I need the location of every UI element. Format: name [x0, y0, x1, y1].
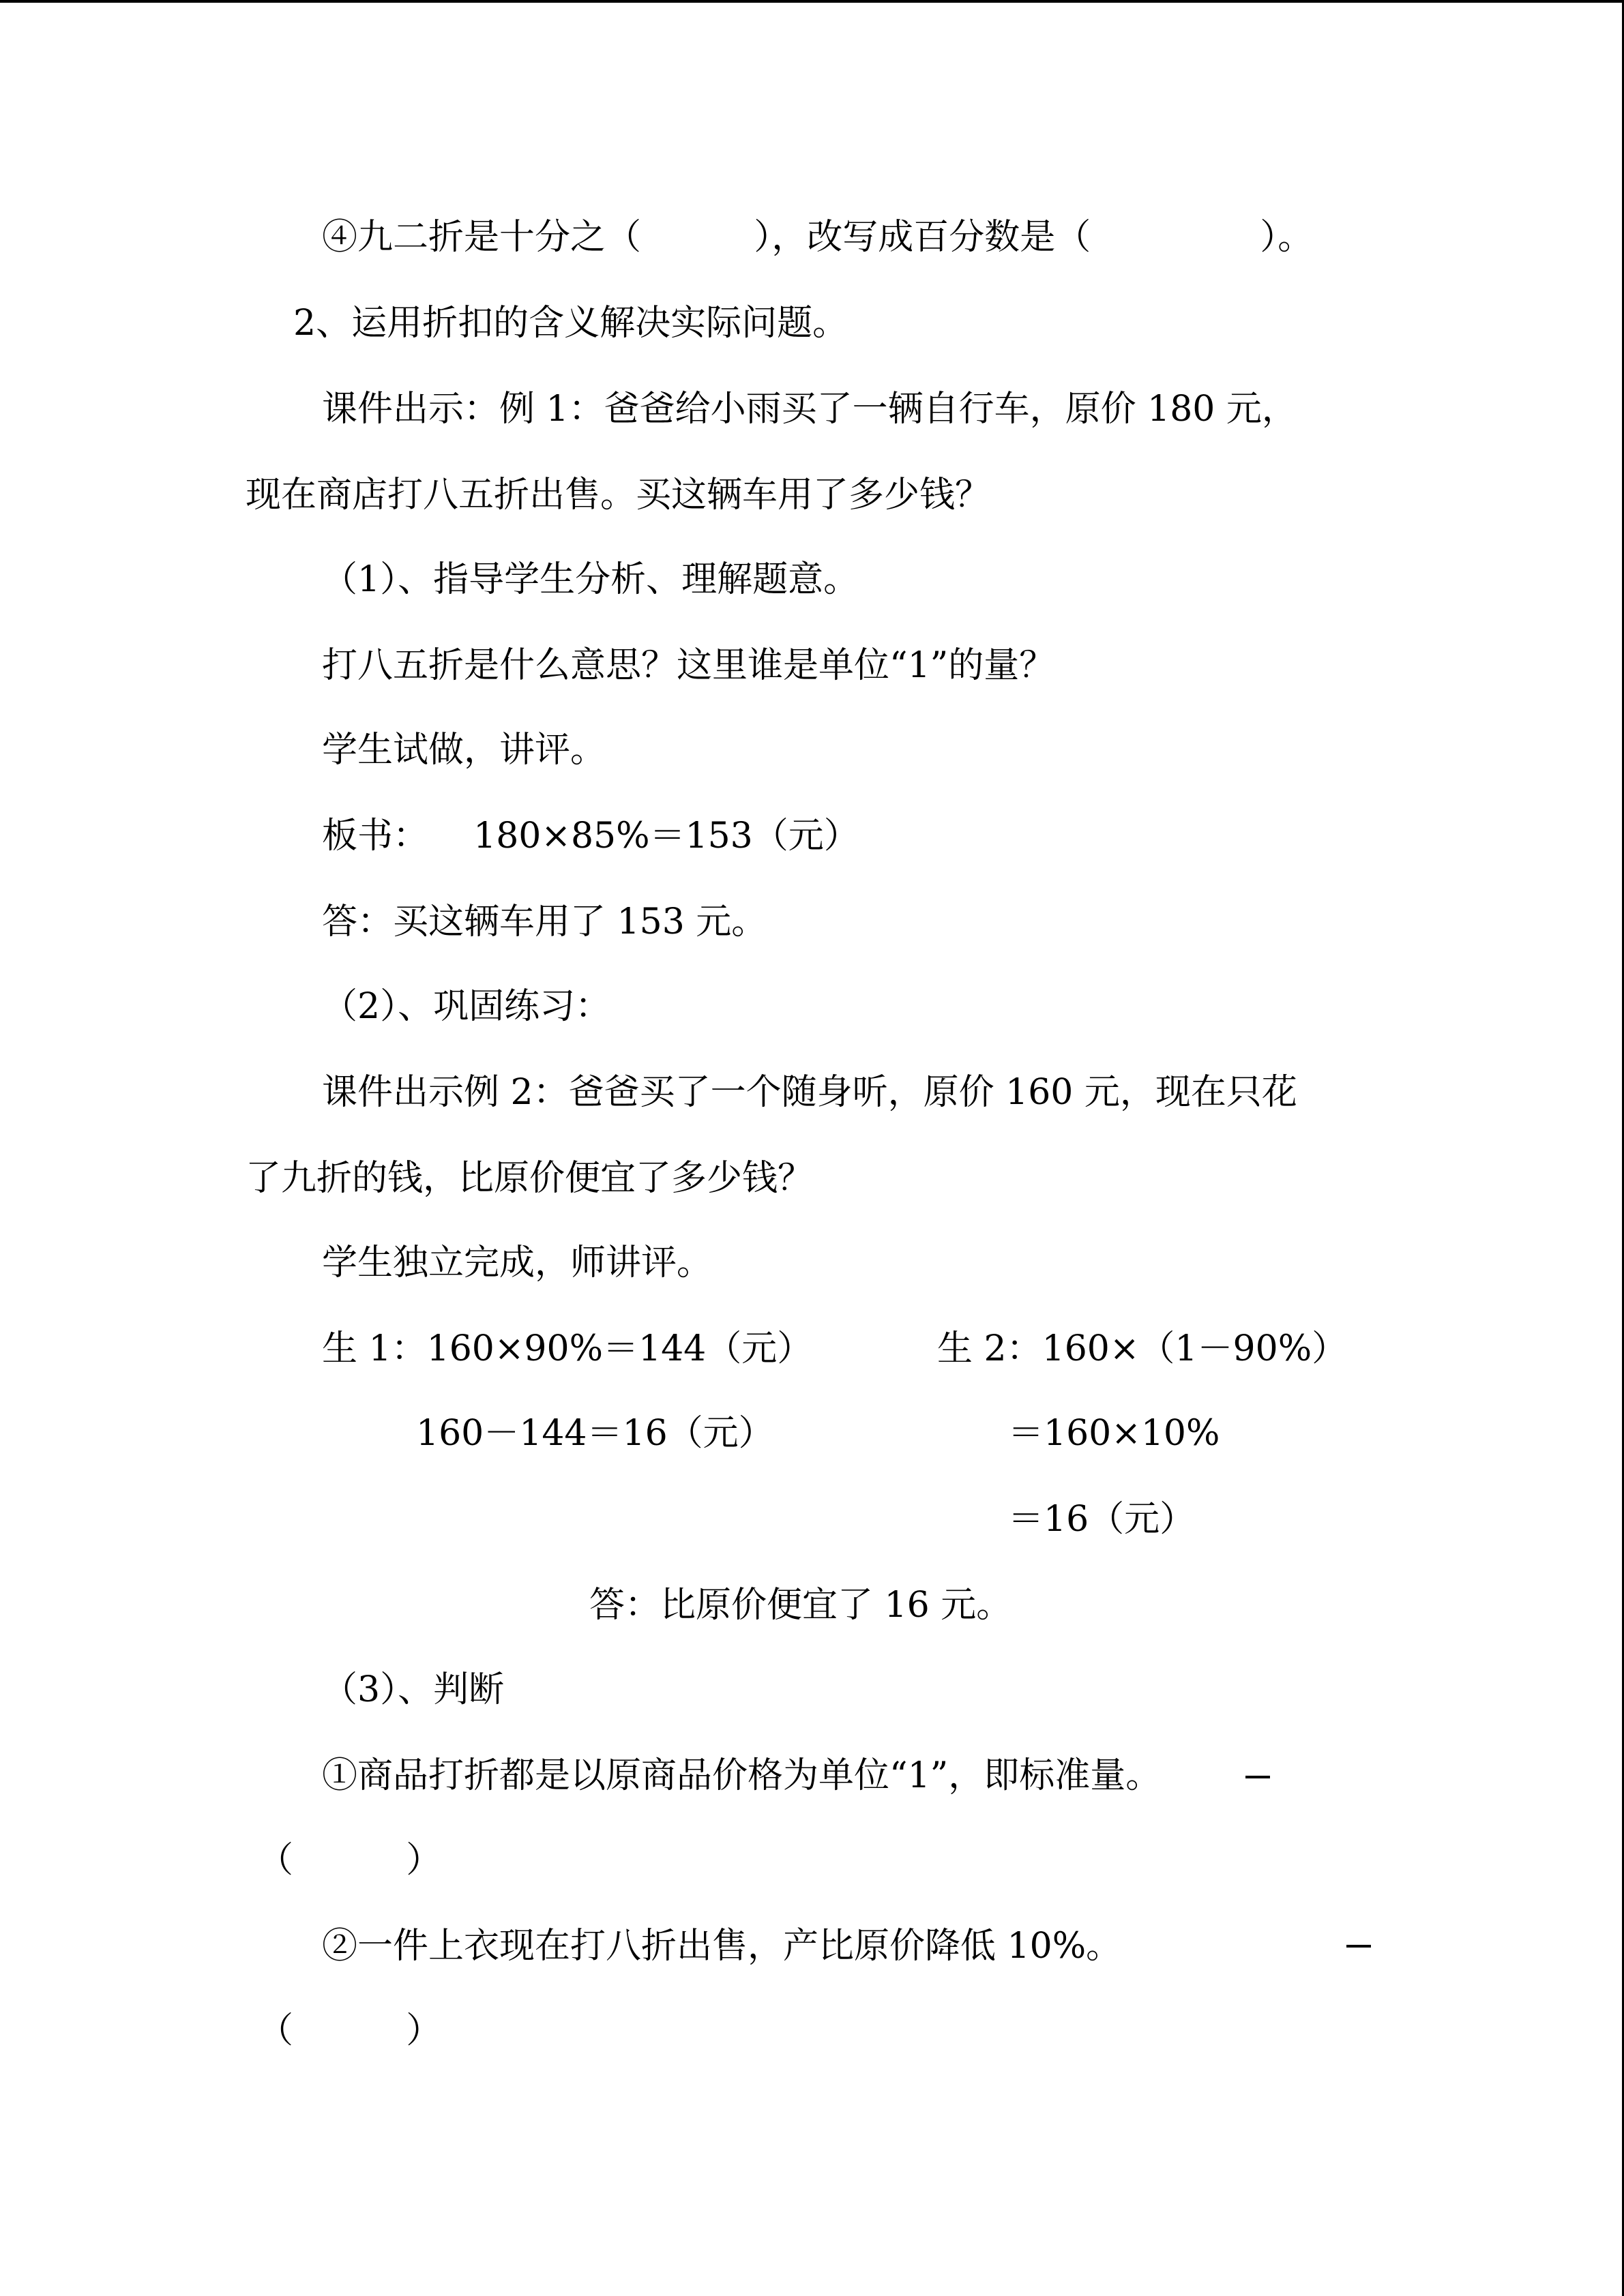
- judgment-2-answer-blank: （ ）: [258, 2010, 442, 2051]
- section-2-heading: 2、运用折扣的含义解决实际问题。: [293, 303, 848, 344]
- question-4-line: ④九二折是十分之（ ），改写成百分数是（ ）。: [322, 217, 1314, 258]
- example-2-line-1: 课件出示例 2：爸爸买了一个随身听，原价 160 元，现在只花: [322, 1072, 1297, 1113]
- example-1-line-2: 现在商店打八五折出售。买这辆车用了多少钱？: [246, 475, 991, 516]
- page-top-border: [0, 0, 1624, 3]
- judgment-1-answer-blank: （ ）: [258, 1840, 442, 1881]
- student-1-equation-2: 160－144＝16（元）: [416, 1413, 774, 1454]
- judgment-2-dash: [1346, 1945, 1371, 1948]
- judgment-1-statement: ①商品打折都是以原商品价格为单位“1”，即标准量。: [322, 1755, 1162, 1796]
- student-1-equation-1: 生 1：160×90%＝144（元）: [322, 1328, 813, 1369]
- independent-work-line: 学生独立完成，师讲评。: [322, 1242, 713, 1283]
- discount-meaning-question: 打八五折是什么意思？这里谁是单位“1”的量？: [322, 645, 1055, 686]
- judgment-2-statement: ②一件上衣现在打八折出售，产比原价降低 10%。: [322, 1926, 1122, 1967]
- example-2-line-2: 了九折的钱，比原价便宜了多少钱？: [246, 1158, 814, 1199]
- step-2-heading: （2）、巩固练习：: [322, 986, 611, 1027]
- student-2-equation-2: ＝160×10%: [1008, 1413, 1220, 1454]
- student-attempt-line: 学生试做，讲评。: [322, 730, 606, 771]
- example-1-line-1: 课件出示：例 1：爸爸给小雨买了一辆自行车，原价 180 元，: [322, 389, 1297, 430]
- answer-1-line: 答：买这辆车用了 153 元。: [322, 901, 767, 942]
- judgment-1-dash: [1245, 1776, 1270, 1778]
- step-1-heading: （1）、指导学生分析、理解题意。: [322, 559, 859, 600]
- student-2-equation-1: 生 2：160×（1－90%）: [937, 1328, 1348, 1369]
- answer-2-line: 答：比原价便宜了 16 元。: [589, 1585, 1012, 1626]
- student-2-equation-3: ＝16（元）: [1008, 1499, 1196, 1540]
- board-writing-equation: 板书： 180×85%＝153（元）: [322, 816, 859, 856]
- step-3-heading: （3）、判断: [322, 1669, 505, 1710]
